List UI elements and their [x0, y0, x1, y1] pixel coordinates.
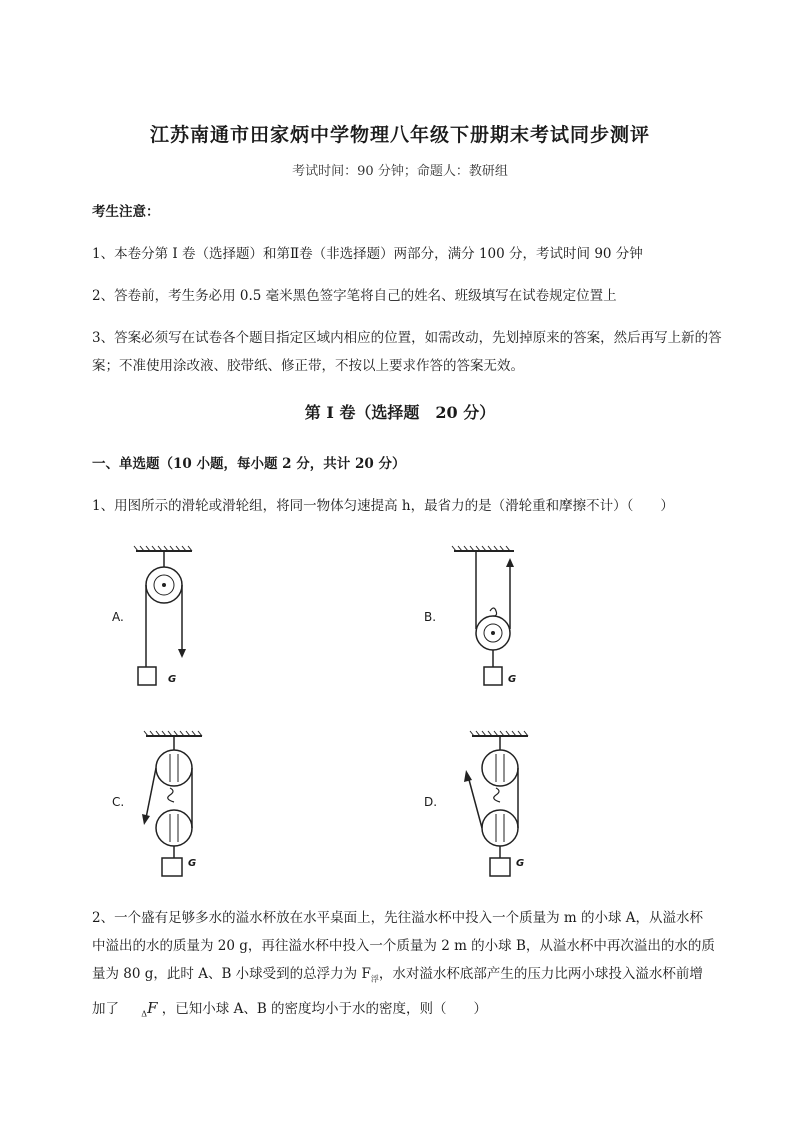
- question-2-line-3: [92, 960, 732, 994]
- question-2-line-4-post: ，已知小球 A、B 的密度均小于水的密度，则（ ）: [161, 1001, 488, 1017]
- exam-title: 江苏南通市田家炳中学物理八年级下册期末考试同步测评: [149, 124, 650, 146]
- question-1-text: 1、用图所示的滑轮或滑轮组，将同一物体匀速提高 h，最省力的是（滑轮重和摩擦不计）（ ）: [92, 498, 674, 514]
- question-2-line-2: 中溢出的水的质量为 20 g，再往溢水杯中投入一个质量为 2 m 的小球 B，从溢水杯中再次溢出的水的质: [92, 938, 715, 954]
- pulley-figure-a: [130, 545, 210, 695]
- note-item-2: 2、答卷前，考生务必用 0.5 毫米黑色签字笔将自己的姓名、班级填写在试卷规定位置上: [92, 288, 617, 304]
- section-title: 第 I 卷（选择题 20 分）: [304, 403, 496, 422]
- notes-heading: 考生注意：: [92, 204, 160, 220]
- pulley-figure-b: [450, 545, 530, 695]
- note-item-3: 3、答案必须写在试卷各个题目指定区域内相应的位置，如需改动，先划掉原来的答案，然后再写上新的答案；不准使用涂改液、胶带纸、修正带，不按以上要求作答的答案无效。: [92, 330, 722, 374]
- weight-label-d: G: [516, 858, 525, 869]
- weight-label-c: G: [188, 858, 197, 869]
- weight-label-b: G: [508, 674, 517, 685]
- part-heading: 一、单选题（10 小题，每小题 2 分，共计 20 分）: [92, 456, 406, 472]
- option-a-label: A.: [112, 610, 124, 624]
- question-2-line-4-pre: 加了: [92, 1001, 119, 1017]
- note-item-1: 1、本卷分第 I 卷（选择题）和第Ⅱ卷（非选择题）两部分，满分 100 分，考试时间 90 分钟: [92, 246, 643, 262]
- option-c-label: C.: [112, 795, 125, 809]
- question-2-line-3-text: 量为 80 g，此时 A、B 小球受到的总浮力为 F: [92, 966, 371, 982]
- buoyancy-subscript: 浮: [370, 974, 379, 984]
- delta-symbol: Δ: [141, 1009, 148, 1019]
- question-2-line-1: 2、一个盛有足够多水的溢水杯放在水平桌面上，先往溢水杯中投入一个质量为 m 的小球 A，从溢水杯: [92, 910, 704, 926]
- option-b-label: B.: [424, 610, 437, 624]
- pulley-figure-c: [140, 730, 220, 880]
- weight-label-a: G: [168, 674, 177, 685]
- question-2-line-3-tail: ，水对溢水杯底部产生的压力比两小球投入溢水杯前增: [378, 966, 703, 982]
- exam-subtitle: 考试时间：90 分钟；命题人：教研组: [292, 164, 508, 179]
- force-symbol: F: [147, 999, 158, 1017]
- option-d-label: D.: [424, 795, 438, 809]
- question-2-line-4: [92, 994, 732, 1029]
